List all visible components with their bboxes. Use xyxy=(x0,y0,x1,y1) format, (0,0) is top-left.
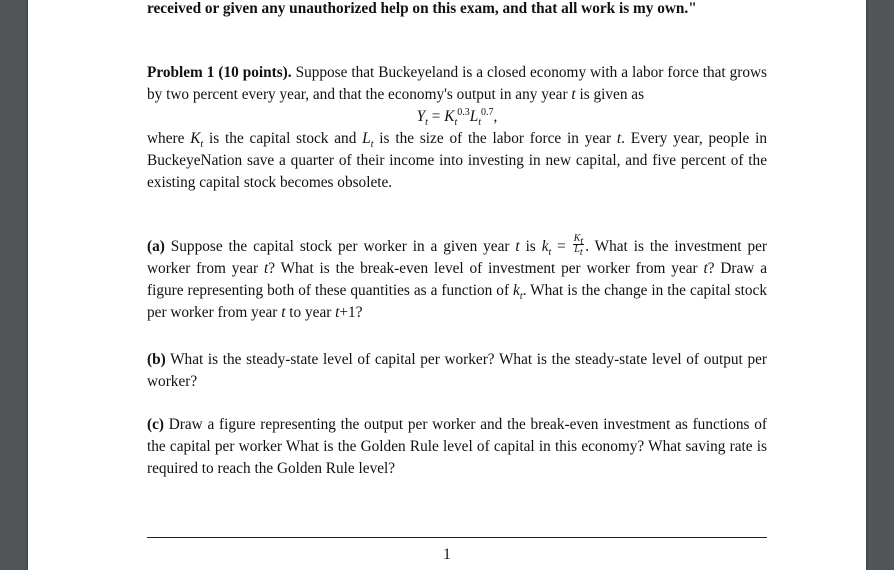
document-page xyxy=(28,0,866,570)
problem-intro-paragraph xyxy=(147,62,767,106)
part-a-var-t-5: t xyxy=(335,304,340,321)
problem-where-paragraph xyxy=(147,128,767,194)
var-K: K xyxy=(190,130,201,147)
part-a-var-t-3: t xyxy=(703,260,708,277)
var-L-sub: t xyxy=(370,139,374,151)
part-a-text-1: Suppose the capital stock per worker in a given year xyxy=(170,238,510,255)
production-function-equation xyxy=(147,106,767,128)
eq-L-sub: t xyxy=(478,117,482,129)
page-number: 1 xyxy=(443,546,451,563)
part-a-to: to year xyxy=(289,304,332,321)
eq-K-sub: t xyxy=(454,117,458,129)
part-c-text: Draw a figure representing the output per worker and the break-even investment as functions of the capital per worker What is the Golden Rule level of capital in this economy? What saving rate is required to reach the Golden Rule level? xyxy=(147,416,767,477)
var-t: t xyxy=(571,86,576,103)
part-a-is: is xyxy=(525,238,536,255)
part-a xyxy=(147,232,767,324)
eq-Y-sub: t xyxy=(425,117,428,129)
part-a-eq: = xyxy=(551,238,572,255)
part-a-plus-one: +1? xyxy=(339,304,363,321)
where-text-2: is the capital stock and xyxy=(209,130,357,147)
where-text-4: . Every year, people in BuckeyeNation save a quarter of their income into investing in new capital, and five percent of the existing capital stock becomes obsolete. xyxy=(147,130,767,191)
var-L: L xyxy=(362,130,371,147)
where-text-3: is the size of the labor force in year xyxy=(379,130,612,147)
part-c-label: (c) xyxy=(147,416,164,433)
problem-intro-text: Suppose that Buckeyeland is a closed economy with a labor force that grows by two percent every year, and that the economy's output in any year xyxy=(147,64,768,103)
part-a-var-t: t xyxy=(515,238,520,255)
part-a-label: (a) xyxy=(147,238,165,255)
problem-1-intro xyxy=(147,62,767,194)
eq-K-exponent: 0.3 xyxy=(457,106,470,118)
part-a-var-k-sub: t xyxy=(548,247,552,259)
part-b-label: (b) xyxy=(147,351,166,368)
eq-Y: Y xyxy=(416,108,426,125)
part-a-text-3: ? What is the break-even level of investment per worker from year xyxy=(268,260,698,277)
part-a-text-2: . What is the investment per worker from year xyxy=(147,238,767,277)
var-K-sub: t xyxy=(200,139,204,151)
frac-den-sub: t xyxy=(579,246,583,258)
where-text-1: where xyxy=(147,130,185,147)
part-a-var-k: k xyxy=(541,238,549,255)
frac-num-sub: t xyxy=(580,235,584,247)
part-b xyxy=(147,349,767,393)
eq-sign: = xyxy=(427,108,445,125)
part-a-var-k-2-sub: t xyxy=(519,291,523,303)
part-a-text-4: ? Draw a figure representing both of these quantities as a function of xyxy=(147,260,767,299)
capital-per-worker-fraction xyxy=(573,232,584,258)
eq-comma: , xyxy=(493,108,498,125)
footer-rule xyxy=(147,537,767,538)
eq-L-exponent: 0.7 xyxy=(481,106,494,118)
problem-intro-tail: is given as xyxy=(579,86,645,103)
part-c-paragraph xyxy=(147,414,767,480)
part-a-var-t-4: t xyxy=(281,304,286,321)
part-b-text: What is the steady-state level of capital per worker? What is the steady-state level of output per worker? xyxy=(147,351,767,390)
problem-heading: Problem 1 (10 points). xyxy=(147,64,292,81)
frac-numerator: K xyxy=(573,232,581,244)
eq-L: L xyxy=(469,108,479,125)
part-a-text-5: . What is the change in the capital stock per worker from year xyxy=(147,282,767,321)
part-b-paragraph xyxy=(147,349,767,393)
part-a-var-k-2: k xyxy=(513,282,520,299)
part-a-paragraph xyxy=(147,232,767,324)
eq-K: K xyxy=(444,108,455,125)
part-a-var-t-2: t xyxy=(263,260,269,277)
frac-denominator: L xyxy=(574,243,580,255)
honor-statement-line: received or given any unauthorized help on this exam, and that all work is my own." xyxy=(147,0,697,17)
part-c xyxy=(147,414,767,480)
var-t-2: t xyxy=(616,130,622,147)
